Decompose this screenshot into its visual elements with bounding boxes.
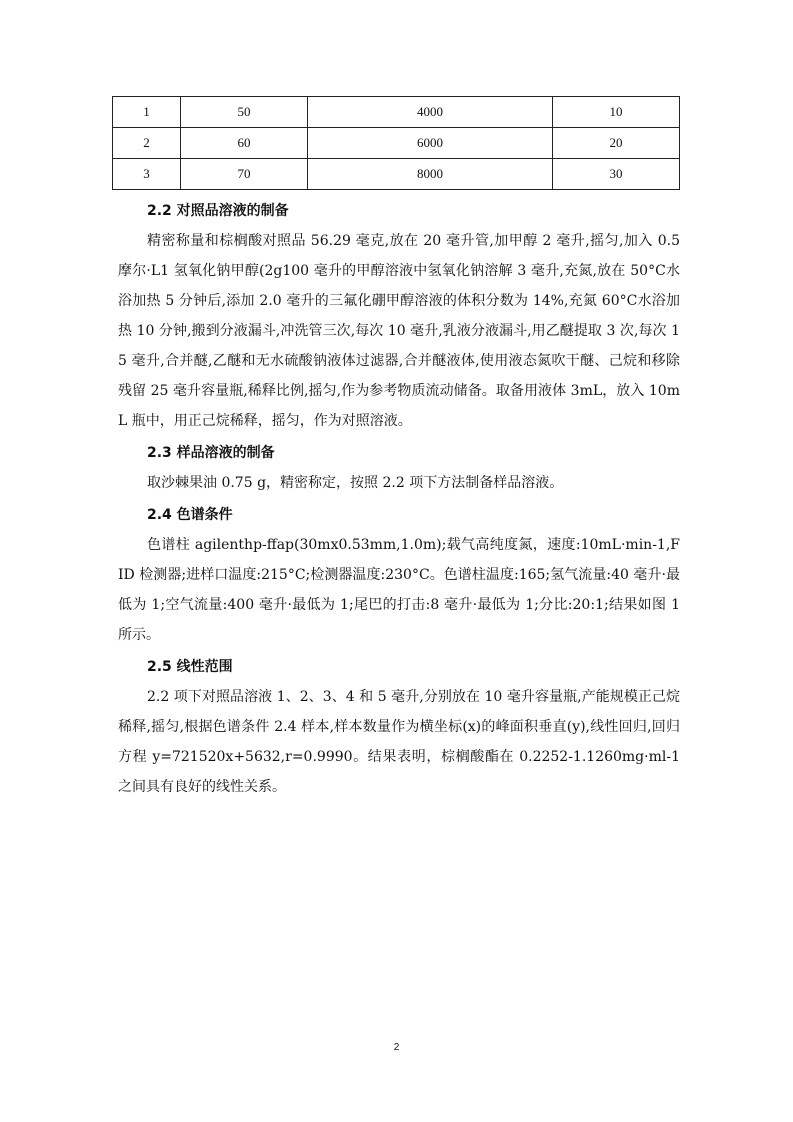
data-table — [112, 96, 680, 190]
table-cell: 60 — [181, 128, 308, 159]
table-cell: 3 — [113, 159, 181, 190]
table-cell: 50 — [181, 97, 308, 128]
section-heading: 2.2 对照品溶液的制备 — [147, 203, 289, 219]
table-cell: 4000 — [308, 97, 553, 128]
body-paragraph: 2.2 项下对照品溶液 1、2、3、4 和 5 毫升,分别放在 10 毫升容量瓶,产能规模正己烷稀释,摇匀,根据色谱条件 2.4 样本,样本数量作为横坐标(x)的峰面积垂直(y),线性回归,回归方程 y=721520x+5632,r=0.9990。结果表明，棕榈酸酯在 0.2252-1.1260mg·ml-1 之间具有良好的线性关系。 — [118, 689, 680, 795]
table-cell: 1 — [113, 97, 181, 128]
table-cell: 6000 — [308, 128, 553, 159]
table-row — [113, 97, 680, 128]
table-row — [113, 128, 680, 159]
table-cell: 2 — [113, 128, 181, 159]
table-cell: 10 — [552, 97, 679, 128]
body-paragraph: 精密称量和棕榈酸对照品 56.29 毫克,放在 20 毫升管,加甲醇 2 毫升,摇匀,加入 0.5 摩尔·L1 氢氧化钠甲醇(2g100 毫升的甲醇溶液中氢氧化钠溶解 3 毫升,充氮,放在 50°C水浴加热 5 分钟后,添加 2.0 毫升的三氟化硼甲醇溶液的体积分数为 14%,充氮 60°C水浴加热 10 分钟,搬到分液漏斗,冲洗管三次,每次 10 毫升,乳液分液漏斗,用乙醚提取 3 次,每次 15 毫升,合并醚,乙醚和无水硫酸钠液体过滤器,合并醚液体,使用液态氮吹干醚、己烷和移除残留 25 毫升容量瓶,稀释比例,摇匀,作为参考物质流动储备。取备用液体 3mL，放入 10mL 瓶中，用正己烷稀释，摇匀，作为对照溶液。 — [118, 233, 680, 429]
section-heading: 2.3 样品溶液的制备 — [147, 445, 275, 461]
body-paragraph: 取沙棘果油 0.75 g，精密称定，按照 2.2 项下方法制备样品溶液。 — [147, 475, 564, 491]
table-cell: 8000 — [308, 159, 553, 190]
section-heading: 2.4 色谱条件 — [147, 507, 233, 523]
table-cell: 30 — [552, 159, 679, 190]
table-row — [113, 159, 680, 190]
document-body — [118, 196, 680, 802]
table-cell: 20 — [552, 128, 679, 159]
page-number: 2 — [393, 1042, 400, 1053]
body-paragraph: 色谱柱 agilenthp-ffap(30mx0.53mm,1.0m);载气高纯度氮，速度:10mL·min-1,FID 检测器;进样口温度:215°C;检测器温度:230°C。色谱柱温度:165;氢气流量:40 毫升·最低为 1;空气流量:400 毫升·最低为 1;尾巴的打击:8 毫升·最低为 1;分比:20:1;结果如图 1 所示。 — [118, 537, 680, 643]
table-cell: 70 — [181, 159, 308, 190]
section-heading: 2.5 线性范围 — [147, 659, 233, 675]
